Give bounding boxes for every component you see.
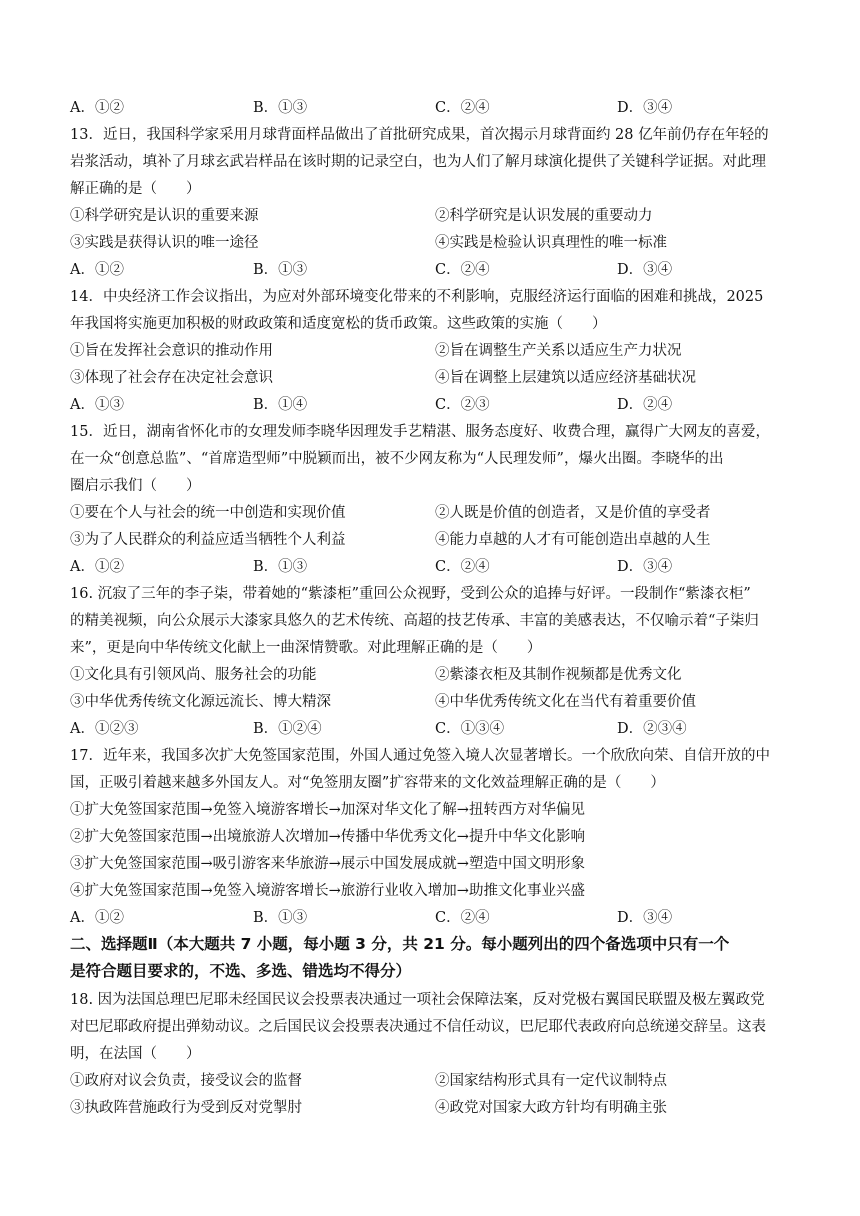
q16-stem-line: 来”，更是向中华传统文化献上一曲深情赞歌。对此理解正确的是（ ） (70, 640, 542, 656)
q17-option-1: ①扩大免签国家范围→免签入境游客增长→加深对华文化了解→扭转西方对华偏见 (70, 802, 585, 818)
q17-answer-a[interactable]: A．①② (70, 910, 124, 926)
q16-answer-c[interactable]: C．①③④ (435, 721, 505, 737)
q15-answer-c[interactable]: C．②④ (435, 559, 490, 575)
q16-option-2: ②紫漆衣柜及其制作视频都是优秀文化 (435, 667, 682, 683)
q15-stem-line: 圈启示我们（ ） (70, 478, 201, 494)
q14-option-1: ①旨在发挥社会意识的推动作用 (70, 343, 273, 359)
q18-option-4: ④政党对国家大政方针均有明确主张 (435, 1100, 667, 1116)
q13-answer-c[interactable]: C．②④ (435, 262, 490, 278)
q17-stem-line: 17．近年来，我国多次扩大免签国家范围，外国人通过免签入境人次显著增长。一个欣欣向荣、自信开放的中 (70, 748, 770, 764)
q13-answer-a[interactable]: A．①② (70, 262, 124, 278)
q13-option-2: ②科学研究是认识发展的重要动力 (435, 208, 653, 224)
q16-answer-a[interactable]: A．①②③ (70, 721, 139, 737)
q13-answer-b[interactable]: B．①③ (253, 262, 308, 278)
q15-stem-line: 在一众“创意总监”、“首席造型师”中脱颖而出，被不少网友称为“人民理发师”，爆火出圈。李晓华的出 (70, 451, 724, 467)
q15-answer-d[interactable]: D．③④ (617, 559, 673, 575)
q12-answer-a[interactable]: A．①② (70, 100, 124, 116)
q16-option-4: ④中华优秀传统文化在当代有着重要价值 (435, 694, 696, 710)
q16-stem-line: 16. 沉寂了三年的李子柒，带着她的“紫漆柜”重回公众视野，受到公众的追捧与好评。一段制作“紫漆衣柜” (70, 586, 751, 602)
q18-option-2: ②国家结构形式具有一定代议制特点 (435, 1073, 667, 1089)
q13-option-4: ④实践是检验认识真理性的唯一标准 (435, 235, 667, 251)
q13-stem-line: 岩浆活动，填补了月球玄武岩样品在该时期的记录空白，也为人们了解月球演化提供了关键科学证据。对此理 (70, 154, 766, 170)
section-heading: 是符合题目要求的，不选、多选、错选均不得分） (70, 962, 412, 980)
q17-option-4: ④扩大免签国家范围→免签入境游客增长→旅游行业收入增加→助推文化事业兴盛 (70, 883, 585, 899)
q18-stem-line: 明，在法国（ ） (70, 1046, 201, 1062)
section-heading: 二、选择题Ⅱ（本大题共 7 小题，每小题 3 分，共 21 分。每小题列出的四个备选项中只有一个 (70, 935, 730, 953)
q17-answer-c[interactable]: C．②④ (435, 910, 490, 926)
q15-option-1: ①要在个人与社会的统一中创造和实现价值 (70, 505, 346, 521)
q15-answer-b[interactable]: B．①③ (253, 559, 308, 575)
q16-answer-d[interactable]: D．②③④ (617, 721, 687, 737)
q18-stem-line: 18. 因为法国总理巴尼耶未经国民议会投票表决通过一项社会保障法案，反对党极右翼国民联盟及极左翼政党 (70, 992, 765, 1008)
q16-option-1: ①文化具有引领风尚、服务社会的功能 (70, 667, 317, 683)
q14-stem-line: 14．中央经济工作会议指出，为应对外部环境变化带来的不利影响，克服经济运行面临的困难和挑战，2025 (70, 289, 764, 305)
q14-answer-d[interactable]: D．②④ (617, 397, 673, 413)
q15-option-2: ②人既是价值的创造者，又是价值的享受者 (435, 505, 711, 521)
q14-option-2: ②旨在调整生产关系以适应生产力状况 (435, 343, 682, 359)
q17-option-3: ③扩大免签国家范围→吸引游客来华旅游→展示中国发展成就→塑造中国文明形象 (70, 856, 585, 872)
q17-stem-line: 国，正吸引着越来越多外国友人。对“免签朋友圈”扩容带来的文化效益理解正确的是（ ） (70, 775, 665, 791)
q16-answer-b[interactable]: B．①②④ (253, 721, 322, 737)
q16-stem-line: 的精美视频，向公众展示大漆家具悠久的艺术传统、高超的技艺传承、丰富的美感表达，不仅喻示着“子柒归 (70, 613, 759, 629)
q15-answer-a[interactable]: A．①② (70, 559, 124, 575)
q18-option-1: ①政府对议会负责，接受议会的监督 (70, 1073, 302, 1089)
q14-option-3: ③体现了社会存在决定社会意识 (70, 370, 273, 386)
q12-answer-c[interactable]: C．②④ (435, 100, 490, 116)
q15-option-3: ③为了人民群众的利益应适当牺牲个人利益 (70, 532, 346, 548)
q13-answer-d[interactable]: D．③④ (617, 262, 673, 278)
q13-stem-line: 13．近日，我国科学家采用月球背面样品做出了首批研究成果，首次揭示月球背面约 28 亿年前仍存在年轻的 (70, 127, 769, 143)
q15-stem-line: 15．近日，湖南省怀化市的女理发师李晓华因理发手艺精湛、服务态度好、收费合理，赢得广大网友的喜爱， (70, 424, 770, 440)
q14-stem-line: 年我国将实施更加积极的财政政策和适度宽松的货币政策。这些政策的实施（ ） (70, 316, 607, 332)
q16-option-3: ③中华优秀传统文化源远流长、博大精深 (70, 694, 331, 710)
q13-option-3: ③实践是获得认识的唯一途径 (70, 235, 259, 251)
q15-option-4: ④能力卓越的人才有可能创造出卓越的人生 (435, 532, 711, 548)
q18-stem-line: 对巴尼耶政府提出弹劾动议。之后国民议会投票表决通过不信任动议，巴尼耶代表政府向总统递交辞呈。这表 (70, 1019, 766, 1035)
q13-option-1: ①科学研究是认识的重要来源 (70, 208, 259, 224)
q12-answer-d[interactable]: D．③④ (617, 100, 673, 116)
q14-answer-a[interactable]: A．①③ (70, 397, 124, 413)
q14-answer-c[interactable]: C．②③ (435, 397, 490, 413)
q17-answer-b[interactable]: B．①③ (253, 910, 308, 926)
q12-answer-b[interactable]: B．①③ (253, 100, 308, 116)
q14-option-4: ④旨在调整上层建筑以适应经济基础状况 (435, 370, 696, 386)
q14-answer-b[interactable]: B．①④ (253, 397, 308, 413)
q18-option-3: ③执政阵营施政行为受到反对党掣肘 (70, 1100, 302, 1116)
q17-option-2: ②扩大免签国家范围→出境旅游人次增加→传播中华优秀文化→提升中华文化影响 (70, 829, 585, 845)
q17-answer-d[interactable]: D．③④ (617, 910, 673, 926)
q13-stem-line: 解正确的是（ ） (70, 181, 201, 197)
